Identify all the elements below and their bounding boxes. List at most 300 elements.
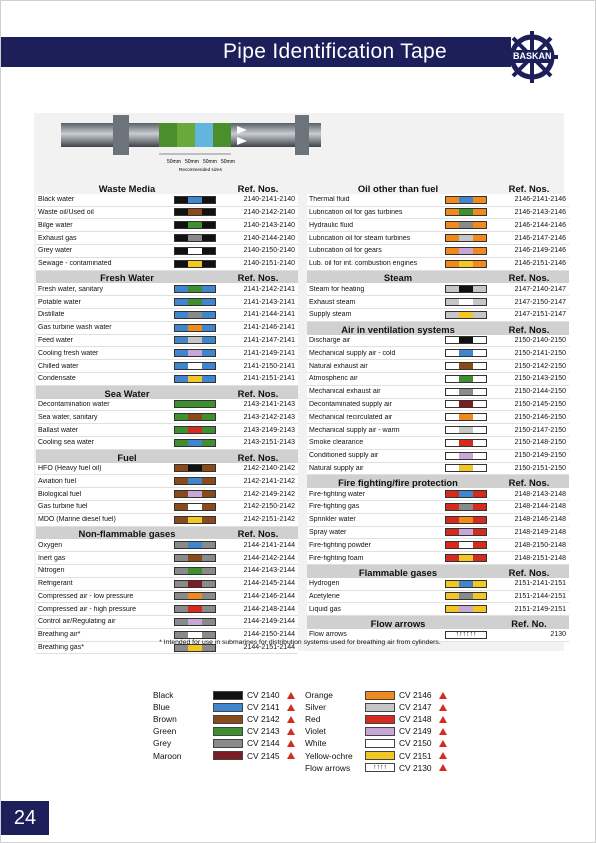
- swatch-band: [188, 568, 201, 574]
- swatch-band: [473, 197, 486, 203]
- legend-code: CV 2144: [247, 738, 280, 749]
- swatch-band: [446, 222, 459, 228]
- swatch-band: [446, 363, 459, 369]
- swatch-band: [459, 440, 472, 446]
- swatch-band: [473, 465, 486, 471]
- warning-triangle-icon: [439, 764, 447, 771]
- swatch-band: [188, 491, 201, 497]
- legend-row: [153, 713, 295, 725]
- table-row: [307, 347, 569, 360]
- legend-color-name: Violet: [305, 726, 326, 737]
- swatch-band: [188, 337, 201, 343]
- table-row: [307, 514, 569, 527]
- footnote: * Intended for use in submarines for distribution systems used for breathing air from cylinders.: [159, 639, 441, 646]
- section-header: [307, 475, 569, 488]
- ref-header: Ref. Nos.: [508, 182, 550, 194]
- table-row: [36, 258, 298, 271]
- legend-code: CV 2146: [399, 690, 432, 701]
- ref-code: 2150-2148-2150: [514, 439, 566, 447]
- media-name: Gas turbine fuel: [38, 503, 88, 511]
- swatch-band: [459, 555, 472, 561]
- swatch-band: [188, 248, 201, 254]
- ref-code: 2140-2151-2140: [243, 260, 295, 268]
- ref-code: 2150-2140-2150: [514, 336, 566, 344]
- swatch-band: [459, 209, 472, 215]
- tape-swatch: [445, 400, 487, 408]
- ref-code: 2148-2150-2148: [514, 541, 566, 549]
- swatch-band: [459, 529, 472, 535]
- ref-header: Ref. Nos.: [237, 451, 279, 463]
- section-title: Air in ventilation systems: [341, 323, 455, 335]
- table-row: [36, 488, 298, 501]
- warning-triangle-icon: [439, 752, 447, 759]
- swatch-band: [473, 337, 486, 343]
- swatch-band: [459, 222, 472, 228]
- swatch-band: [446, 299, 459, 305]
- media-name: Lubrication oil for steam turbines: [309, 234, 411, 242]
- color-legend-left: [153, 689, 295, 762]
- swatch-band: [175, 222, 188, 228]
- ref-code: 2148-2144-2148: [514, 503, 566, 511]
- table-row: [36, 603, 298, 616]
- media-name: Compressed air - high pressure: [38, 605, 137, 613]
- ref-code: 2150-2145-2150: [514, 400, 566, 408]
- legend-color-name: Maroon: [153, 750, 182, 761]
- tape-swatch: [445, 349, 487, 357]
- media-name: Ballast water: [38, 426, 79, 434]
- tape-swatch: [174, 490, 216, 498]
- swatch-band: [446, 197, 459, 203]
- warning-triangle-icon: [287, 716, 295, 723]
- swatch-band: [459, 401, 472, 407]
- table-row: [36, 296, 298, 309]
- legend-row: [305, 749, 447, 761]
- dim-label: 50mm: [221, 159, 235, 165]
- ref-code: 2146-2147-2146: [514, 234, 566, 242]
- legend-row: [305, 701, 447, 713]
- legend-swatch: [213, 715, 243, 724]
- ref-code: 2144-2145-2144: [243, 580, 295, 588]
- media-name: Oxygen: [38, 541, 63, 549]
- tape-swatch: [174, 605, 216, 613]
- swatch-band: [473, 312, 486, 318]
- media-name: Cooling sea water: [38, 439, 95, 447]
- swatch-band: [446, 440, 459, 446]
- swatch-band: [473, 414, 486, 420]
- tape-swatch: [174, 324, 216, 332]
- ref-code: 2141-2144-2141: [243, 311, 295, 319]
- swatch-band: [473, 542, 486, 548]
- warning-triangle-icon: [287, 704, 295, 711]
- swatch-band: [188, 440, 201, 446]
- table-row: [36, 194, 298, 207]
- tape-swatch: [445, 208, 487, 216]
- section-header: [307, 322, 569, 335]
- left-column: [36, 181, 298, 654]
- swatch-band: [459, 581, 472, 587]
- tape-swatch: [445, 503, 487, 511]
- swatch-band: [473, 555, 486, 561]
- swatch-band: [202, 440, 215, 446]
- table-row: [307, 437, 569, 450]
- swatch-band: [446, 401, 459, 407]
- swatch-band: [188, 222, 201, 228]
- media-name: MDO (Marine diesel fuel): [38, 516, 116, 524]
- swatch-band: [459, 376, 472, 382]
- swatch-band: [175, 261, 188, 267]
- swatch-band: [446, 606, 459, 612]
- table-row: [307, 578, 569, 591]
- swatch-band: [459, 491, 472, 497]
- ref-code: 2150-2146-2150: [514, 413, 566, 421]
- ref-code: 2151-2141-2151: [514, 580, 566, 588]
- swatch-band: [446, 312, 459, 318]
- ref-code: 2150-2147-2150: [514, 426, 566, 434]
- media-name: Lub. oil for int. combustion engines: [309, 260, 418, 268]
- swatch-band: [202, 555, 215, 561]
- ref-code: 2141-2143-2141: [243, 298, 295, 306]
- swatch-band: [446, 337, 459, 343]
- media-name: Natural supply air: [309, 464, 364, 472]
- media-name: Mechanical supply air - warm: [309, 426, 400, 434]
- ref-code: 2146-2141-2146: [514, 196, 566, 204]
- media-name: Feed water: [38, 336, 74, 344]
- tape-swatch: [174, 375, 216, 383]
- logo-text: BASKAN: [513, 51, 552, 61]
- ref-code: 2146-2143-2146: [514, 208, 566, 216]
- tape-swatch: [445, 311, 487, 319]
- legend-row: [305, 762, 447, 774]
- swatch-band: [175, 209, 188, 215]
- swatch-band: [459, 517, 472, 523]
- swatch-band: [459, 235, 472, 241]
- swatch-band: [446, 427, 459, 433]
- media-name: Fire-fighting water: [309, 490, 366, 498]
- legend-code: CV 2141: [247, 702, 280, 713]
- ref-code: 2144-2151-2144: [243, 644, 295, 652]
- media-name: Compressed air - low pressure: [38, 592, 134, 600]
- media-name: Potable water: [38, 298, 81, 306]
- tape-swatch: [174, 400, 216, 408]
- swatch-band: [459, 363, 472, 369]
- swatch-band: [188, 350, 201, 356]
- section-header: [307, 565, 569, 578]
- section-title: Non-flammable gases: [78, 528, 176, 540]
- table-row: [36, 322, 298, 335]
- legend-swatch: [365, 703, 395, 712]
- ref-code: 2141-2146-2141: [243, 324, 295, 332]
- swatch-band: [473, 440, 486, 446]
- swatch-band: [446, 491, 459, 497]
- page-title: Pipe Identification Tape: [223, 40, 447, 63]
- legend-swatch: [365, 751, 395, 760]
- media-name: Control air/Regulating air: [38, 618, 116, 626]
- legend-code: CV 2150: [399, 738, 432, 749]
- swatch-band: [175, 504, 188, 510]
- media-name: Mechanical recirculated air: [309, 413, 393, 421]
- section-header: [36, 450, 298, 463]
- ref-code: 2147-2151-2147: [514, 311, 566, 319]
- section-title: Fuel: [117, 451, 137, 463]
- ref-code: 2150-2149-2150: [514, 452, 566, 460]
- swatch-band: [202, 593, 215, 599]
- swatch-band: [202, 414, 215, 420]
- tape-swatch: [174, 464, 216, 472]
- ref-code: 2130: [550, 631, 566, 639]
- media-name: Aviation fuel: [38, 477, 77, 485]
- ref-header: Ref. Nos.: [508, 272, 550, 284]
- section-header: [36, 271, 298, 284]
- ref-code: 2146-2151-2146: [514, 260, 566, 268]
- swatch-band: [175, 581, 188, 587]
- warning-triangle-icon: [439, 728, 447, 735]
- table-row: [307, 194, 569, 207]
- section-header: [307, 181, 569, 194]
- ref-code: 2151-2144-2151: [514, 592, 566, 600]
- tape-swatch: [174, 208, 216, 216]
- swatch-band: [446, 465, 459, 471]
- swatch-band: [446, 376, 459, 382]
- media-name: Cooling fresh water: [38, 349, 99, 357]
- ref-code: 2143-2141-2143: [243, 400, 295, 408]
- tape-swatch: [174, 349, 216, 357]
- table-row: [307, 373, 569, 386]
- swatch-band: [175, 440, 188, 446]
- table-row: [36, 399, 298, 412]
- swatch-band: [175, 632, 188, 638]
- ref-code: 2150-2144-2150: [514, 388, 566, 396]
- media-name: Conditioned supply air: [309, 452, 379, 460]
- tape-swatch: [174, 298, 216, 306]
- legend-color-name: Orange: [305, 690, 333, 701]
- media-name: Fire-fighting powder: [309, 541, 371, 549]
- tape-swatch: [174, 631, 216, 639]
- swatch-band: [175, 593, 188, 599]
- swatch-band: [175, 478, 188, 484]
- table-row: [36, 591, 298, 604]
- ref-code: 2140-2141-2140: [243, 196, 295, 204]
- tape-swatch: [174, 503, 216, 511]
- legend-code: CV 2142: [247, 714, 280, 725]
- tape-swatch: [174, 580, 216, 588]
- ref-code: 2143-2142-2143: [243, 413, 295, 421]
- swatch-band: [473, 427, 486, 433]
- swatch-band: [446, 555, 459, 561]
- swatch-band: [202, 568, 215, 574]
- swatch-band: [459, 337, 472, 343]
- tape-swatch: [174, 247, 216, 255]
- swatch-band: [473, 209, 486, 215]
- ref-code: 2142-2151-2142: [243, 516, 295, 524]
- media-name: Waste oil/Used oil: [38, 208, 94, 216]
- section-header: [36, 527, 298, 540]
- ref-code: 2144-2148-2144: [243, 605, 295, 613]
- legend-swatch: [213, 727, 243, 736]
- swatch-band: [175, 350, 188, 356]
- page-number: 24: [1, 801, 49, 835]
- tape-swatch: [174, 426, 216, 434]
- section-title: Flow arrows: [370, 617, 426, 629]
- swatch-band: [459, 312, 472, 318]
- tape-swatch: [445, 336, 487, 344]
- tape-swatch: [445, 631, 487, 639]
- ref-code: 2144-2149-2144: [243, 618, 295, 626]
- media-name: Breathing air*: [38, 631, 81, 639]
- tape-swatch: [445, 464, 487, 472]
- swatch-band: [446, 286, 459, 292]
- table-row: [36, 347, 298, 360]
- table-row: [307, 219, 569, 232]
- section-title: Oil other than fuel: [357, 182, 439, 194]
- swatch-band: [188, 517, 201, 523]
- table-row: [307, 232, 569, 245]
- swatch-band: [459, 465, 472, 471]
- swatch-band: [459, 248, 472, 254]
- table-row: [36, 475, 298, 488]
- swatch-band: [202, 504, 215, 510]
- section-header: [36, 181, 298, 194]
- color-legend-right: [305, 689, 447, 774]
- ref-code: 2143-2149-2143: [243, 426, 295, 434]
- tape-swatch: [445, 592, 487, 600]
- legend-color-name: Flow arrows: [305, 762, 351, 773]
- table-row: [36, 578, 298, 591]
- warning-triangle-icon: [439, 716, 447, 723]
- ref-header: Ref. Nos.: [508, 477, 550, 489]
- media-name: Bilge water: [38, 221, 73, 229]
- swatch-band: [446, 350, 459, 356]
- media-name: Atmospheric air: [309, 375, 358, 383]
- swatch-band: [446, 414, 459, 420]
- media-name: Exhaust steam: [309, 298, 356, 306]
- table-row: [36, 309, 298, 322]
- swatch-band: [188, 235, 201, 241]
- swatch-band: [473, 389, 486, 395]
- tape-swatch: [174, 413, 216, 421]
- tape-swatch: [174, 221, 216, 229]
- tape-swatch: [445, 580, 487, 588]
- ref-code: 2150-2141-2150: [514, 349, 566, 357]
- tape-swatch: [174, 260, 216, 268]
- section-header: [36, 386, 298, 399]
- tape-swatch: [445, 490, 487, 498]
- swatch-band: [202, 350, 215, 356]
- table-row: [36, 219, 298, 232]
- tape-swatch: [445, 234, 487, 242]
- tape-swatch: [445, 260, 487, 268]
- media-name: Sea water, sanitary: [38, 413, 98, 421]
- swatch-band: [202, 261, 215, 267]
- section-title: Waste Media: [98, 182, 156, 194]
- swatch-band: [459, 453, 472, 459]
- media-name: Sewage - contaminated: [38, 260, 112, 268]
- ref-code: 2144-2146-2144: [243, 592, 295, 600]
- table-row: [36, 437, 298, 450]
- table-row: [307, 258, 569, 271]
- ref-code: 2141-2147-2141: [243, 336, 295, 344]
- legend-code: CV 2145: [247, 750, 280, 761]
- swatch-band: [188, 504, 201, 510]
- swatch-band: [175, 337, 188, 343]
- ref-code: 2142-2140-2142: [243, 464, 295, 472]
- table-row: [36, 245, 298, 258]
- swatch-band: [459, 286, 472, 292]
- right-column: [307, 181, 569, 642]
- legend-color-name: Black: [153, 690, 174, 701]
- ref-header: Ref. Nos.: [237, 182, 279, 194]
- tape-swatch: [445, 528, 487, 536]
- swatch-band: [188, 209, 201, 215]
- media-name: Fresh water, sanitary: [38, 285, 103, 293]
- media-name: Hydrogen: [309, 580, 340, 588]
- swatch-band: [202, 542, 215, 548]
- media-name: Grey water: [38, 247, 73, 255]
- swatch-band: [188, 286, 201, 292]
- swatch-band: [202, 197, 215, 203]
- legend-row: [153, 749, 295, 761]
- swatch-band: [202, 465, 215, 471]
- swatch-band: [446, 209, 459, 215]
- table-row: [36, 411, 298, 424]
- swatch-band: [188, 325, 201, 331]
- ref-code: 2148-2151-2148: [514, 554, 566, 562]
- tape-swatch: [445, 221, 487, 229]
- swatch-band: [202, 299, 215, 305]
- media-name: Sprinkler water: [309, 516, 356, 524]
- swatch-band: [175, 427, 188, 433]
- media-name: Smoke clearance: [309, 439, 364, 447]
- media-name: Steam for heating: [309, 285, 365, 293]
- swatch-band: [175, 517, 188, 523]
- swatch-band: [446, 542, 459, 548]
- swatch-band: [188, 478, 201, 484]
- media-name: Lubrication oil for gas turbines: [309, 208, 403, 216]
- tape-swatch: [445, 413, 487, 421]
- media-name: Decontaminated supply air: [309, 400, 392, 408]
- media-name: Condensate: [38, 375, 76, 383]
- dim-caption: Recommended sizes: [179, 167, 222, 172]
- swatch-band: [473, 363, 486, 369]
- legend-row: [153, 701, 295, 713]
- legend-code: CV 2151: [399, 750, 432, 761]
- swatch-band: [188, 427, 201, 433]
- table-row: [36, 501, 298, 514]
- legend-color-name: Yellow-ochre: [305, 750, 353, 761]
- ref-code: 2144-2150-2144: [243, 631, 295, 639]
- media-name: Liquid gas: [309, 605, 341, 613]
- ref-code: 2148-2149-2148: [514, 528, 566, 536]
- table-row: [36, 283, 298, 296]
- table-row: [307, 283, 569, 296]
- legend-swatch: [213, 703, 243, 712]
- media-name: Lubrication oil for gears: [309, 247, 382, 255]
- swatch-band: [473, 222, 486, 228]
- swatch-band: [188, 465, 201, 471]
- media-name: Nitrogen: [38, 567, 65, 575]
- section-title: Steam: [383, 272, 413, 284]
- legend-row: [153, 689, 295, 701]
- tape-swatch: [174, 234, 216, 242]
- swatch-band: [188, 312, 201, 318]
- media-name: Discharge air: [309, 336, 351, 344]
- swatch-band: [175, 401, 188, 407]
- warning-triangle-icon: [439, 704, 447, 711]
- swatch-band: [459, 261, 472, 267]
- ref-code: 2144-2143-2144: [243, 567, 295, 575]
- table-row: [307, 207, 569, 220]
- legend-code: CV 2149: [399, 726, 432, 737]
- swatch-band: [202, 363, 215, 369]
